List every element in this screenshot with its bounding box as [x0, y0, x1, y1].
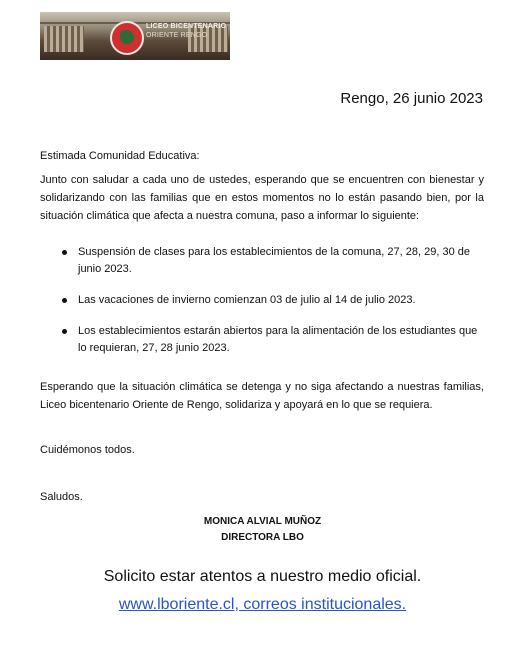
letter-date: Rengo, 26 junio 2023: [340, 90, 483, 107]
banner-school-name-2: ORIENTE RENGO: [146, 32, 208, 39]
banner-building-left: [44, 26, 84, 52]
closing-paragraph: Esperando que la situación climática se detenga y no siga afectando a nuestras familias, Liceo bicentenario Oriente de Rengo, solidariza y apoyará en lo que se requiera.: [40, 381, 484, 411]
announcement-list: [60, 244, 484, 371]
letter-greeting: Estimada Comunidad Educativa:: [40, 150, 200, 162]
intro-paragraph: Junto con saludar a cada uno de ustedes, esperando que se encuentren con bienestar y solidarizando con las familias que en estos momentos no lo están pasando bien, por la situación climática que afecta a nuestra comuna, paso a informar lo siguiente:: [40, 174, 484, 222]
announcement-item: Las vacaciones de invierno comienzan 03 de julio al 14 de julio 2023.: [60, 292, 484, 309]
signature-title: DIRECTORA LBO: [221, 532, 304, 543]
signature-name: MONICA ALVIAL MUÑOZ: [203, 516, 322, 527]
announcement-item: Suspensión de clases para los establecimientos de la comuna, 27, 28, 29, 30 de junio 2023.: [60, 244, 484, 278]
sign-off-cuidemonos: Cuidémonos todos.: [40, 444, 135, 456]
announcement-item: Los establecimientos estarán abiertos para la alimentación de los estudiantes que lo requieran, 27, 28 junio 2023.: [60, 323, 484, 357]
official-notice: Solicito estar atentos a nuestro medio oficial.: [103, 568, 422, 585]
letterhead-banner: [40, 12, 230, 60]
banner-school-name-1: LICEO BICENTENARIO: [146, 23, 227, 30]
sign-off-saludos: Saludos.: [40, 491, 83, 503]
school-logo-icon: [110, 21, 144, 55]
official-website-link[interactable]: www.lboriente.cl, correos institucionales.: [118, 596, 407, 613]
banner-lettering: [146, 22, 226, 40]
